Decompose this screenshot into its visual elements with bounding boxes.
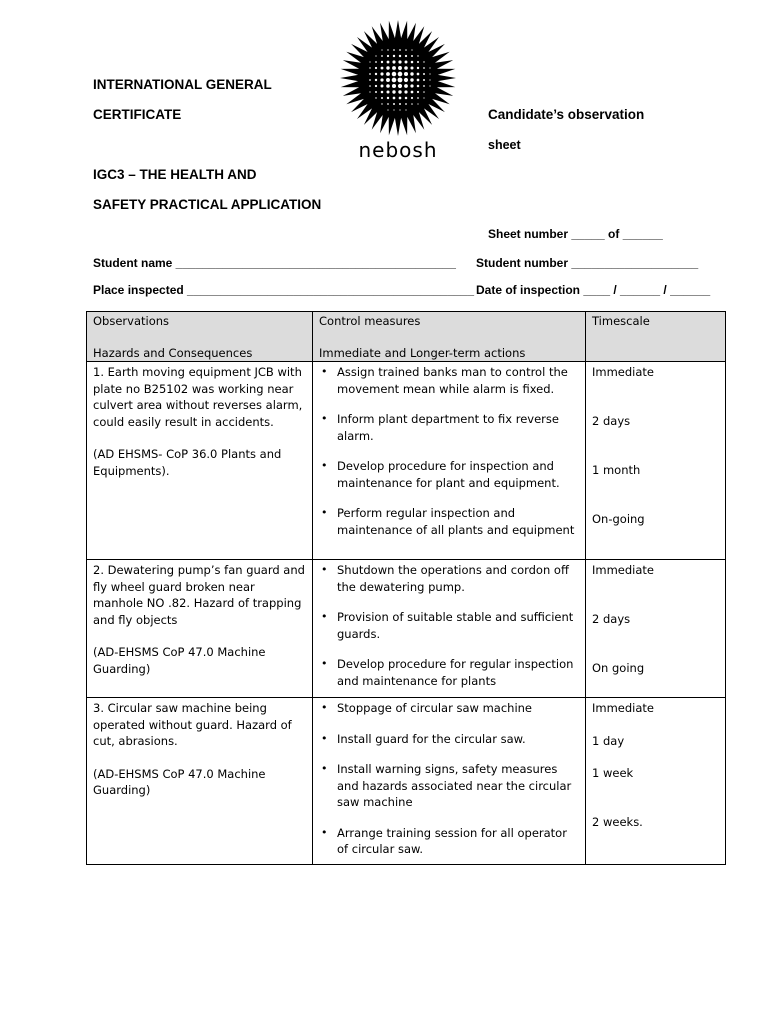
sunburst-dot: [386, 78, 390, 82]
timescale-cell: [586, 698, 726, 865]
sunburst-dot: [381, 67, 384, 70]
sunburst-dot: [369, 67, 370, 68]
sunburst-dot: [417, 103, 418, 104]
sunburst-dot: [386, 66, 389, 69]
sunburst-dot: [393, 49, 395, 51]
sunburst-dot: [423, 73, 425, 75]
sunburst-dot: [398, 60, 401, 63]
sunburst-dot: [381, 97, 383, 99]
timescale-cell: [586, 362, 726, 560]
sunburst-dot: [404, 66, 408, 70]
observation-table: [86, 311, 726, 865]
control-measure-item: [321, 505, 579, 538]
sunburst-dot: [380, 78, 383, 81]
sunburst-dot: [410, 72, 413, 75]
control-measure-item: [321, 825, 579, 858]
control-measure-item: [321, 656, 579, 689]
sunburst-dot: [423, 61, 424, 62]
control-header-sub: Immediate and Longer-term actions: [319, 345, 526, 360]
observation-cell: [87, 698, 313, 865]
sunburst-dot: [398, 90, 401, 93]
sunburst-dot: [393, 55, 395, 57]
timescale-value: 1 week: [592, 766, 634, 780]
table-header-row: [87, 312, 726, 362]
sunburst-core: [358, 38, 438, 118]
unit-title-line1: IGC3 – THE HEALTH AND: [93, 167, 257, 182]
control-measure-item: [321, 364, 579, 397]
sunburst-dot: [375, 91, 377, 93]
sunburst-dot: [369, 73, 371, 75]
control-measure-text: Provision of suitable stable and sufficient guards.: [337, 610, 574, 641]
sunburst-dot: [375, 73, 377, 75]
sunburst-dot: [410, 78, 413, 81]
sunburst-dot: [411, 61, 414, 64]
observation-text: 2. Dewatering pump’s fan guard and fly wheel guard broken near manhole NO .82. Hazard of trapping and fly objects: [93, 563, 305, 627]
control-measure-text: Inform plant department to fix reverse alarm.: [337, 412, 559, 443]
sunburst-dot: [387, 109, 388, 110]
sunburst-dot: [392, 90, 395, 93]
sunburst-dot: [417, 91, 419, 93]
sunburst-dot: [387, 61, 390, 64]
control-measures-cell: [313, 698, 586, 865]
sunburst-dot: [417, 61, 419, 63]
sunburst-dot: [393, 97, 396, 100]
observation-reference: (AD EHSMS- CoP 36.0 Plants and Equipments).: [93, 447, 282, 478]
sunburst-dot: [405, 97, 408, 100]
bullet-icon: •: [321, 610, 328, 623]
sunburst-dot: [386, 84, 390, 88]
sunburst-dot: [410, 66, 413, 69]
timescale-value: Immediate: [592, 701, 654, 715]
timescale-value: 2 weeks.: [592, 815, 643, 829]
bullet-icon: •: [321, 365, 328, 378]
timescale-header: [586, 312, 726, 362]
sunburst-dot: [417, 55, 418, 56]
control-measure-text: Assign trained banks man to control the movement mean while alarm is fixed.: [337, 365, 568, 396]
control-measure-item: [321, 761, 579, 811]
sunburst-dot: [369, 61, 370, 62]
control-measure-text: Develop procedure for regular inspection and maintenance for plants: [337, 657, 574, 688]
table-row: [87, 560, 726, 698]
bullet-icon: •: [321, 701, 328, 714]
control-measure-item: [321, 609, 579, 642]
sunburst-dot: [417, 67, 419, 69]
sunburst-dot: [380, 72, 383, 75]
sunburst-dot: [423, 79, 425, 81]
timescale-value: 1 day: [592, 734, 625, 748]
sunburst-dot: [375, 79, 377, 81]
sunburst-dot: [429, 73, 430, 74]
student-number-field[interactable]: Student number ___________________: [476, 256, 699, 270]
control-measure-item: [321, 411, 579, 444]
control-measure-item: [321, 700, 579, 717]
sunburst-dot: [417, 85, 420, 88]
control-measure-text: Install guard for the circular saw.: [337, 731, 526, 746]
sunburst-dot: [398, 84, 402, 88]
sunburst-dot: [429, 79, 430, 80]
control-measure-text: Install warning signs, safety measures and hazards associated near the circular saw machine: [337, 762, 572, 809]
sunburst-dot: [411, 49, 412, 50]
sunburst-dot: [392, 72, 397, 77]
unit-title-line2: SAFETY PRACTICAL APPLICATION: [93, 197, 322, 212]
certificate-title-line1: INTERNATIONAL GENERAL: [93, 77, 272, 92]
timescale-value: Immediate: [592, 563, 654, 577]
sunburst-dot: [375, 97, 376, 98]
sunburst-dot: [423, 97, 424, 98]
observations-header: [87, 312, 313, 362]
timescale-header-label: Timescale: [592, 314, 650, 328]
sunburst-dot: [398, 66, 402, 70]
sunburst-dot: [405, 55, 407, 57]
sunburst-dot: [399, 97, 402, 100]
control-header-label: Control measures: [319, 314, 421, 328]
sunburst-dot: [405, 61, 408, 64]
bullet-icon: •: [321, 563, 328, 576]
timescale-value: Immediate: [592, 365, 654, 379]
sunburst-dot: [387, 55, 389, 57]
control-measure-item: [321, 731, 579, 748]
observations-header-sub: Hazards and Consequences: [93, 345, 253, 360]
sunburst-dot: [375, 85, 377, 87]
control-measures-header: [313, 312, 586, 362]
sunburst-dot: [386, 72, 390, 76]
sunburst-dot: [417, 79, 420, 82]
sunburst-dot: [405, 49, 407, 51]
sunburst-dot: [404, 84, 408, 88]
sunburst-dot: [398, 78, 403, 83]
timescale-cell: [586, 560, 726, 698]
sunburst-dot: [405, 103, 407, 105]
bullet-icon: •: [321, 412, 328, 425]
sunburst-dot: [399, 55, 401, 57]
observation-cell: [87, 362, 313, 560]
control-measures-cell: [313, 560, 586, 698]
sunburst-dot: [392, 78, 397, 83]
observation-cell: [87, 560, 313, 698]
control-measure-text: Stoppage of circular saw machine: [337, 701, 533, 715]
sunburst-dot: [381, 103, 382, 104]
sunburst-dot: [423, 85, 425, 87]
control-measure-text: Develop procedure for inspection and maintenance for plant and equipment.: [337, 459, 560, 490]
bullet-icon: •: [321, 657, 328, 670]
observation-reference: (AD-EHSMS CoP 47.0 Machine Guarding): [93, 766, 266, 797]
control-measure-text: Shutdown the operations and cordon off the dewatering pump.: [337, 563, 569, 594]
certificate-title-line2: CERTIFICATE: [93, 107, 182, 122]
timescale-value: 2 days: [592, 414, 631, 428]
observation-text: 3. Circular saw machine being operated without guard. Hazard of cut, abrasions.: [93, 701, 292, 748]
sunburst-dot: [381, 61, 383, 63]
sheet-title-line1: Candidate’s observation: [488, 107, 645, 122]
sunburst-dot: [369, 85, 371, 87]
sunburst-dot: [369, 79, 371, 81]
nebosh-logo: [328, 18, 468, 168]
sunburst-dot: [411, 91, 414, 94]
sunburst-dot: [387, 97, 389, 99]
table-row: [87, 698, 726, 865]
timescale-value: On-going: [592, 512, 645, 526]
sunburst-dot: [404, 78, 408, 82]
sunburst-dot: [404, 90, 407, 93]
sunburst-dot: [411, 97, 413, 99]
logo-wordmark: nebosh: [358, 138, 438, 162]
sunburst-dot: [423, 91, 425, 93]
table-row: [87, 362, 726, 560]
sunburst-dot: [375, 67, 377, 69]
sunburst-dot: [381, 49, 382, 50]
sunburst-dot: [392, 60, 395, 63]
sunburst-dot: [381, 91, 384, 94]
sunburst-dot: [386, 90, 389, 93]
observations-header-label: Observations: [93, 314, 170, 328]
date-of-inspection-field[interactable]: Date of inspection ____ / ______ / ______: [476, 283, 711, 297]
observation-reference: (AD-EHSMS CoP 47.0 Machine Guarding): [93, 645, 266, 676]
sunburst-dot: [398, 72, 403, 77]
bullet-icon: •: [321, 506, 328, 519]
control-measures-cell: [313, 362, 586, 560]
bullet-icon: •: [321, 825, 328, 839]
sunburst-dot: [423, 67, 425, 69]
control-measure-text: Perform regular inspection and maintenance of all plants and equipment: [337, 506, 575, 537]
bullet-icon: •: [321, 459, 328, 472]
sheet-number-field[interactable]: Sheet number _____ of ______: [488, 227, 663, 241]
sunburst-dot: [392, 66, 396, 70]
timescale-value: On going: [592, 661, 645, 675]
control-measure-item: [321, 562, 579, 595]
place-inspected-field[interactable]: Place inspected ___________________________________________: [93, 283, 475, 297]
sunburst-dot: [393, 109, 394, 110]
sunburst-dot: [387, 103, 389, 105]
control-measure-text: Arrange training session for all operator of circular saw.: [337, 825, 567, 856]
sunburst-dot: [410, 84, 413, 87]
sunburst-dot: [411, 103, 413, 105]
sunburst-dot: [404, 72, 408, 76]
sunburst-dot: [411, 55, 413, 57]
sunburst-dot: [381, 85, 384, 88]
sunburst-dot: [375, 61, 377, 63]
sunburst-dot: [392, 84, 396, 88]
sunburst-dot: [381, 55, 383, 57]
timescale-value: 2 days: [592, 612, 631, 626]
sunburst-dot: [387, 49, 388, 50]
sunburst-dot: [417, 73, 420, 76]
sunburst-dot: [405, 109, 406, 110]
control-measure-item: [321, 458, 579, 491]
sunburst-icon: [328, 18, 468, 138]
sunburst-dot: [399, 109, 400, 110]
sunburst-dot: [429, 85, 430, 86]
sunburst-dot: [393, 103, 395, 105]
sunburst-dot: [399, 49, 401, 51]
sunburst-dot: [429, 67, 430, 68]
sunburst-dot: [375, 55, 376, 56]
sunburst-dot: [369, 91, 370, 92]
timescale-value: 1 month: [592, 463, 641, 477]
student-name-field[interactable]: Student name __________________________________________: [93, 256, 456, 270]
sunburst-dot: [399, 103, 401, 105]
bullet-icon: •: [321, 762, 328, 775]
observation-text: 1. Earth moving equipment JCB with plate no B25102 was working near culvert area without reverses alarm, could easily result in accidents.: [93, 365, 303, 429]
sheet-title-line2: sheet: [488, 138, 521, 152]
sunburst-dot: [417, 97, 419, 99]
bullet-icon: •: [321, 731, 328, 745]
